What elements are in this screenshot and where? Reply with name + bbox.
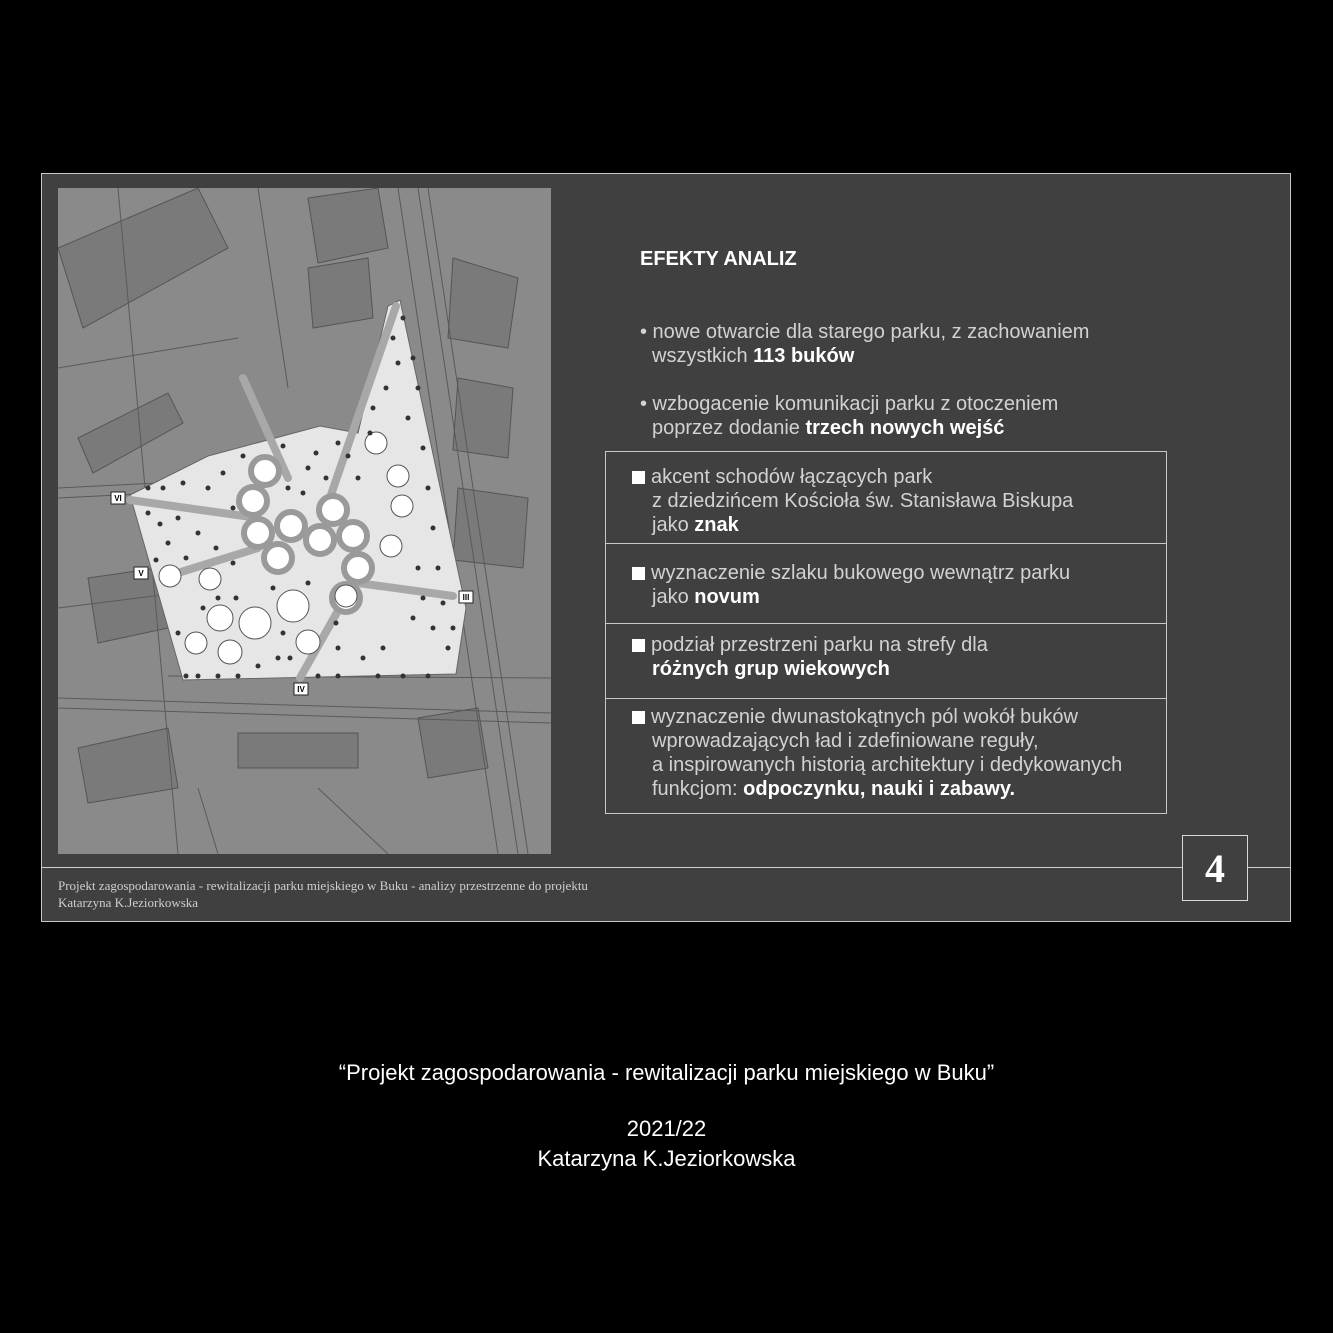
caption-year: 2021/22 [626, 1116, 707, 1141]
bullet-text: wszystkich 113 buków [652, 345, 855, 367]
footer-divider [42, 867, 1290, 868]
bullet-text: • wzbogacenie komunikacji parku z otoczeniem [640, 393, 1059, 415]
square-bullet-icon [632, 711, 645, 724]
effect-box: wyznaczenie dwunastokątnych pól wokół buków wprowadzających ład i zdefiniowane reguły, a inspirowanych historią architektury i dedykowanych funkcjom: odpoczynku, nauki i zabawy. [605, 698, 1167, 814]
footer-title: Projekt zagospodarowania - rewitalizacji parku miejskiego w Buku - analizy przestrzenne do projektu [58, 878, 588, 893]
caption-author: Katarzyna K.Jeziorkowska [537, 1146, 796, 1171]
entrance-label-iii: III [462, 593, 470, 602]
presentation-board [41, 173, 1291, 922]
footer-author: Katarzyna K.Jeziorkowska [58, 895, 199, 910]
square-bullet-icon [632, 567, 645, 580]
panel-heading: EFEKTY ANALIZ [640, 248, 797, 270]
entrance-label-vi: VI [114, 494, 122, 503]
effect-box: wyznaczenie szlaku bukowego wewnątrz parku jako novum [605, 543, 1167, 624]
bullet-item [640, 320, 1089, 368]
entrance-label-v: V [138, 569, 144, 578]
bullet-text: poprzez dodanie trzech nowych wejść [652, 417, 1005, 439]
entrance-label-iv: IV [297, 685, 305, 694]
page-number: 4 [1182, 835, 1248, 901]
effect-box: akcent schodów łączących park z dziedzińcem Kościoła św. Stanisława Biskupa jako znak [605, 451, 1167, 544]
park-site-plan [58, 188, 551, 854]
effect-box: podział przestrzeni parku na strefy dla różnych grup wiekowych [605, 623, 1167, 699]
square-bullet-icon [632, 471, 645, 484]
bullet-item [640, 392, 1058, 440]
caption-title: “Projekt zagospodarowania - rewitalizacji parku miejskiego w Buku” [338, 1060, 995, 1085]
board-footer [58, 877, 588, 911]
square-bullet-icon [632, 639, 645, 652]
bullet-text: • nowe otwarcie dla starego parku, z zachowaniem [640, 321, 1090, 343]
